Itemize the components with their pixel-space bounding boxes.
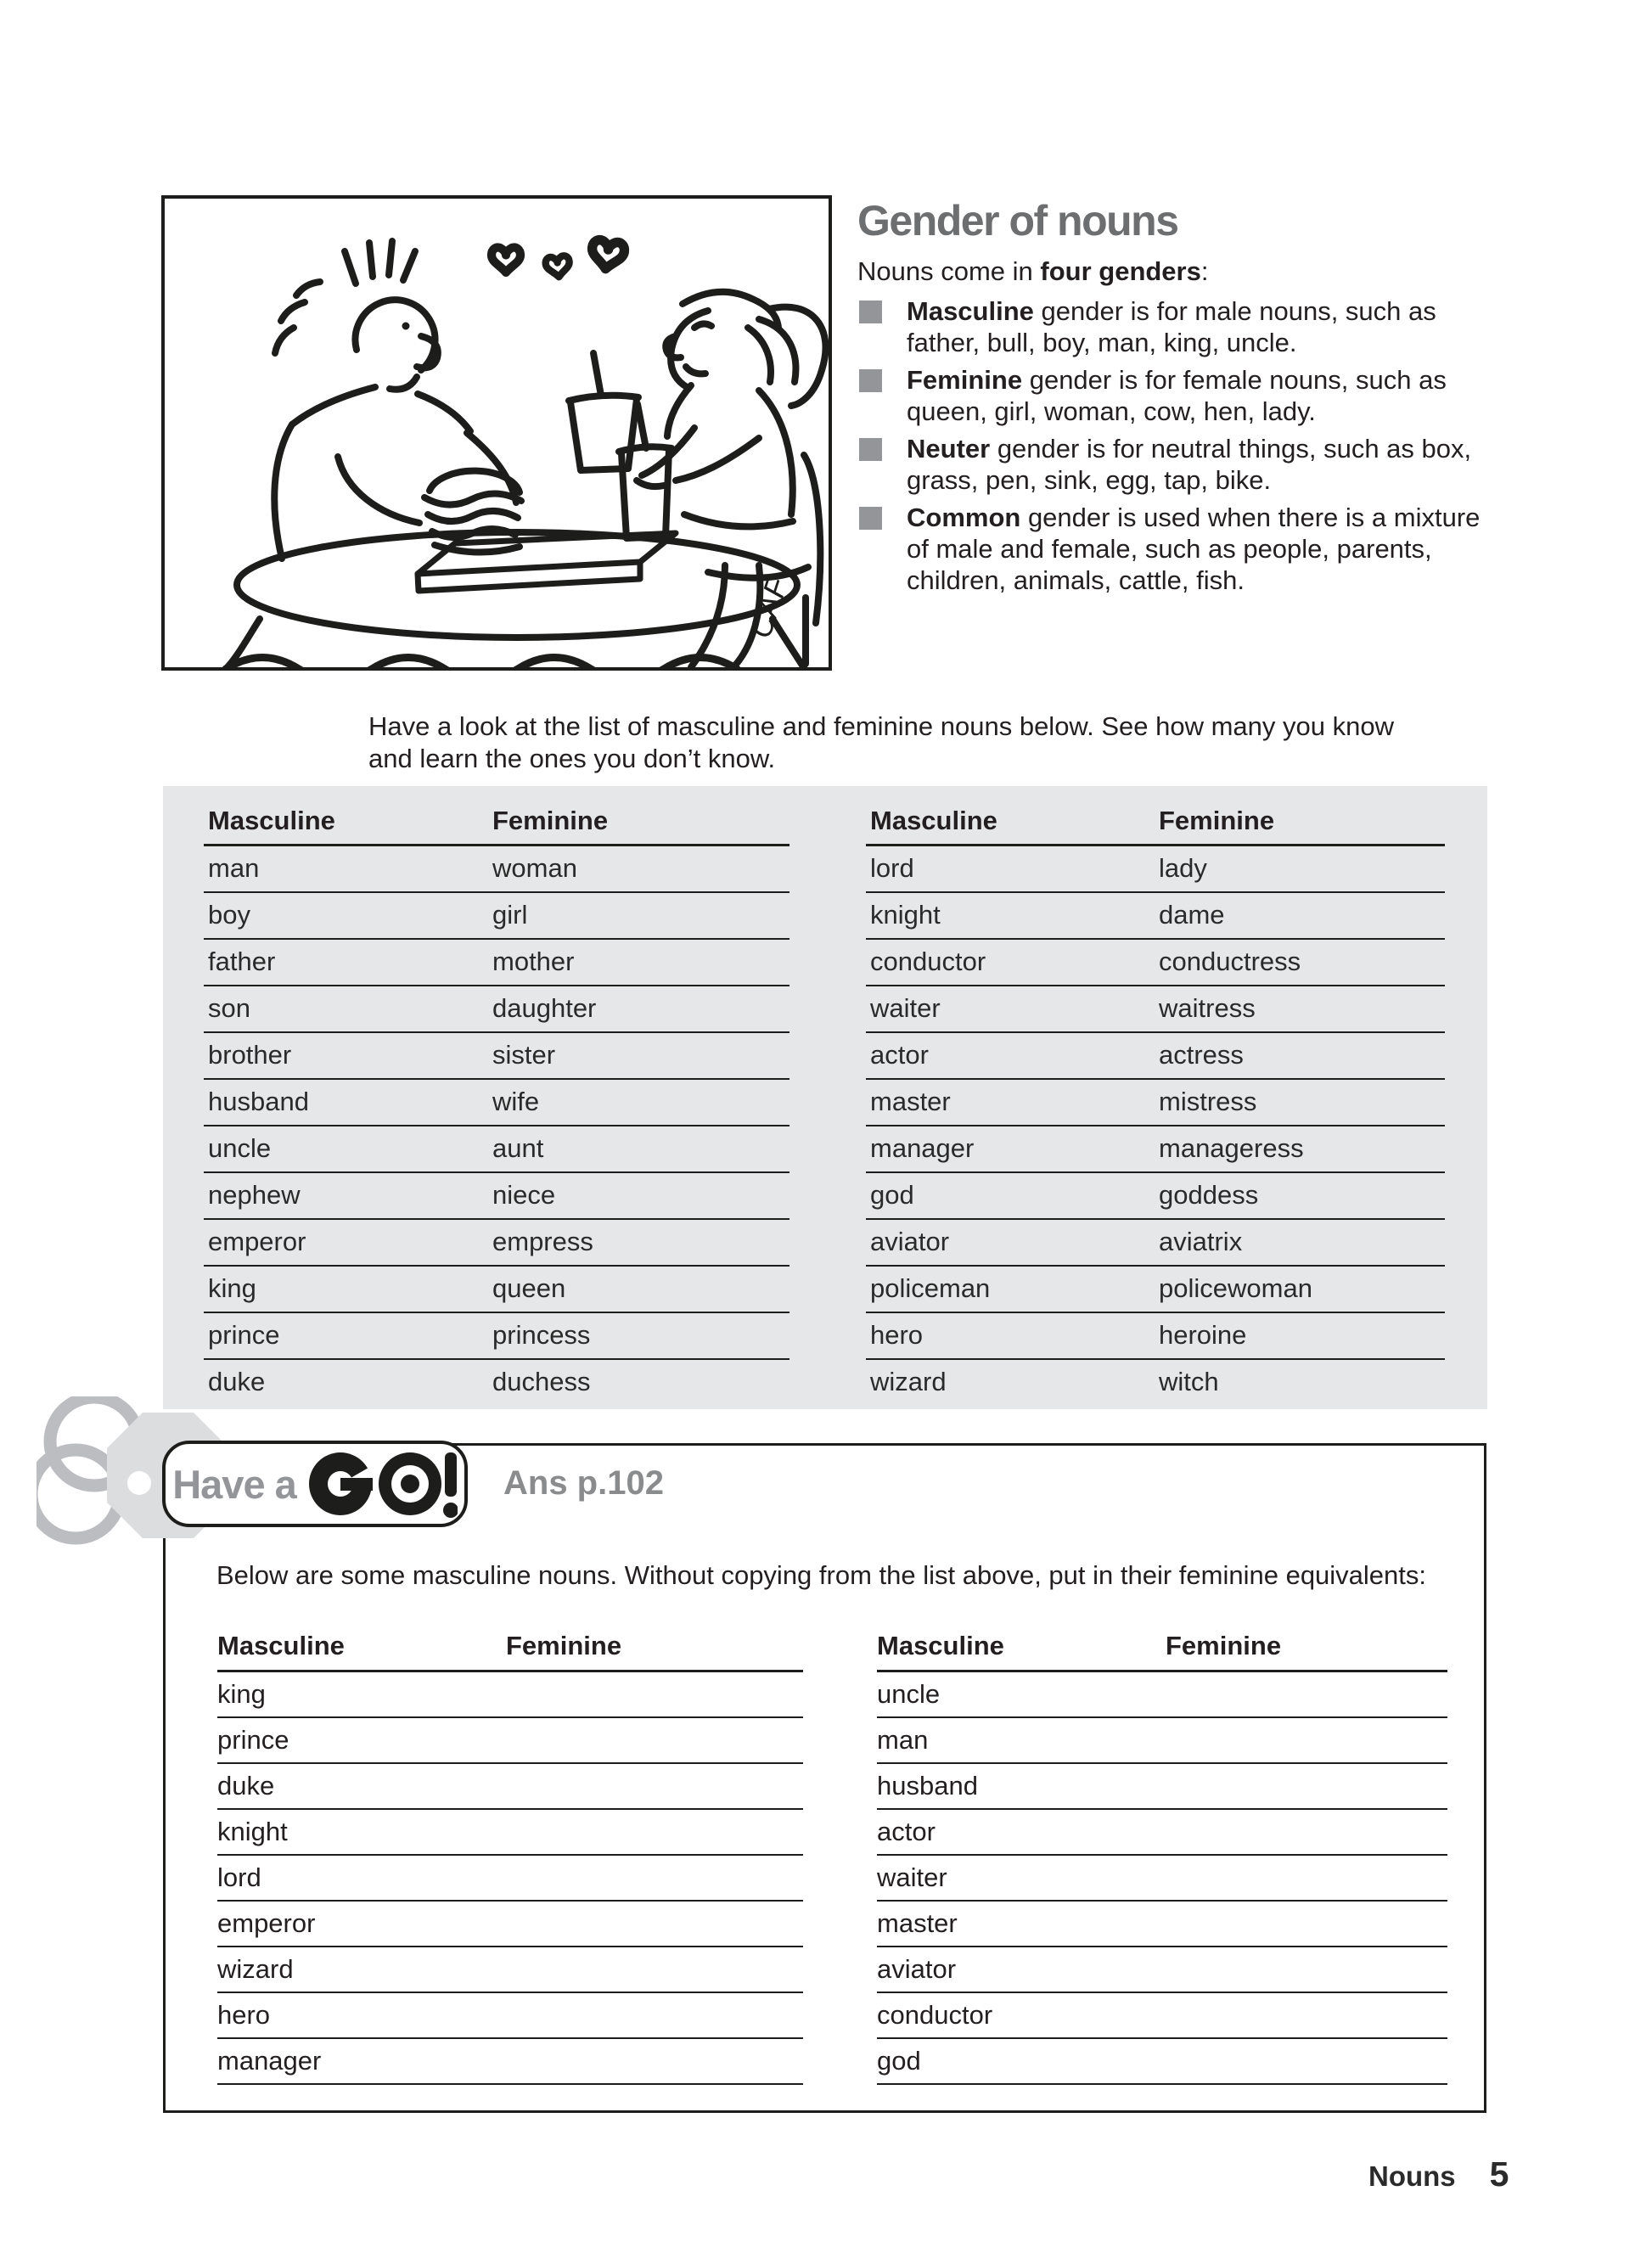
feminine-noun: conductress — [1159, 947, 1301, 976]
masculine-prompt: aviator — [877, 1954, 957, 1984]
noun-list-left — [204, 808, 789, 1405]
column-header-feminine: Feminine — [492, 806, 609, 835]
feminine-noun: aviatrix — [1159, 1227, 1243, 1256]
bullet-common — [857, 502, 1486, 596]
table-row — [866, 1080, 1445, 1126]
answer-line-row — [217, 1856, 803, 1902]
masculine-noun: master — [870, 1087, 951, 1116]
intro-suffix: : — [1200, 256, 1209, 286]
answer-line-row — [217, 1718, 803, 1764]
exercise-header-row — [217, 1629, 803, 1672]
bullet-square-icon — [859, 507, 882, 530]
feminine-noun: girl — [492, 900, 528, 930]
exercise-group-right — [877, 1629, 1447, 2085]
feminine-noun: niece — [492, 1180, 556, 1210]
column-header-masculine: Masculine — [217, 1631, 345, 1660]
masculine-noun: manager — [870, 1133, 975, 1163]
table-row — [866, 1360, 1445, 1405]
answer-line-row — [217, 1947, 803, 1993]
table-row — [866, 1033, 1445, 1080]
feminine-noun: sister — [492, 1040, 556, 1070]
table-row — [204, 1126, 789, 1173]
feminine-noun: dame — [1159, 900, 1225, 930]
masculine-prompt: knight — [217, 1817, 288, 1846]
table-row — [866, 1313, 1445, 1360]
feminine-noun: actress — [1159, 1040, 1244, 1070]
answer-line-row — [877, 1947, 1447, 1993]
masculine-noun: son — [208, 993, 250, 1023]
masculine-prompt: wizard — [217, 1954, 294, 1984]
bullet-text: gender is for neutral things, such as box, grass, pen, sink, egg, tap, bike. — [907, 433, 1472, 495]
answer-line-row — [877, 2039, 1447, 2085]
feminine-noun: wife — [492, 1087, 540, 1116]
noun-list-block — [163, 786, 1487, 1409]
feminine-noun: mother — [492, 947, 575, 976]
feminine-noun: mistress — [1159, 1087, 1257, 1116]
feminine-noun: manageress — [1159, 1133, 1304, 1163]
column-header-masculine: Masculine — [877, 1631, 1004, 1660]
answer-line-row — [877, 1764, 1447, 1810]
masculine-noun: actor — [870, 1040, 929, 1070]
feminine-noun: heroine — [1159, 1320, 1247, 1350]
page-title: Gender of nouns — [857, 197, 1178, 244]
bullet-feminine — [857, 364, 1486, 427]
feminine-noun: policewoman — [1159, 1273, 1312, 1303]
intro-bold: four genders — [1040, 256, 1201, 286]
answer-line-row — [217, 1764, 803, 1810]
masculine-noun: waiter — [870, 993, 941, 1023]
couple-eating-illustration — [161, 195, 832, 671]
masculine-noun: king — [208, 1273, 256, 1303]
table-row — [204, 1360, 789, 1405]
answer-line-row — [877, 1672, 1447, 1718]
intro-sentence — [857, 256, 1486, 287]
go-logo-icon — [306, 1449, 458, 1519]
column-header-feminine: Feminine — [506, 1631, 622, 1660]
column-header-masculine: Masculine — [870, 806, 997, 835]
footer-page-number: 5 — [1489, 2154, 1509, 2194]
masculine-noun: brother — [208, 1040, 292, 1070]
table-row — [204, 893, 789, 940]
feminine-noun: daughter — [492, 993, 597, 1023]
masculine-prompt: waiter — [877, 1862, 947, 1892]
table-row — [204, 940, 789, 986]
feminine-noun: woman — [492, 853, 577, 883]
cartoon-drawing-svg — [165, 199, 829, 667]
feminine-noun: queen — [492, 1273, 566, 1303]
masculine-prompt: duke — [217, 1771, 275, 1801]
feminine-noun: princess — [492, 1320, 591, 1350]
answer-line-row — [217, 1810, 803, 1856]
lead-paragraph: Have a look at the list of masculine and feminine nouns below. See how many you know and learn the ones you don’t know. — [368, 711, 1394, 773]
list-header-row — [204, 808, 789, 846]
masculine-prompt: uncle — [877, 1679, 941, 1709]
page-footer — [1368, 2154, 1509, 2194]
feminine-noun: duchess — [492, 1367, 591, 1396]
table-row — [866, 1173, 1445, 1220]
masculine-noun: duke — [208, 1367, 266, 1396]
hearts-icon — [492, 239, 626, 278]
list-header-row — [866, 808, 1445, 846]
bullet-square-icon — [859, 301, 882, 323]
exercise-instruction: Below are some masculine nouns. Without copying from the list above, put in their feminine equivalents: — [216, 1560, 1427, 1590]
have-a-go-badge — [162, 1441, 468, 1527]
table-row — [204, 1267, 789, 1313]
feminine-noun: empress — [492, 1227, 593, 1256]
feminine-noun: lady — [1159, 853, 1207, 883]
table-row — [866, 846, 1445, 893]
table-row — [204, 1080, 789, 1126]
masculine-prompt: king — [217, 1679, 266, 1709]
masculine-prompt: god — [877, 2046, 921, 2076]
table-row — [866, 1126, 1445, 1173]
table-row — [204, 1033, 789, 1080]
noun-list-right — [866, 808, 1445, 1405]
answer-line-row — [217, 1902, 803, 1947]
table-row — [204, 1220, 789, 1267]
bullet-neuter — [857, 433, 1486, 496]
artist-signature: CAF — [742, 573, 795, 643]
masculine-prompt: emperor — [217, 1908, 316, 1938]
table-row — [204, 1313, 789, 1360]
badge-have-a-label: Have a — [172, 1461, 296, 1507]
intro-prefix: Nouns come in — [857, 256, 1041, 286]
table-icon — [226, 532, 804, 667]
bullet-keyword: Masculine — [907, 295, 1034, 326]
masculine-noun: wizard — [870, 1367, 947, 1396]
feminine-noun: aunt — [492, 1133, 544, 1163]
table-row — [204, 986, 789, 1033]
masculine-prompt: manager — [217, 2046, 322, 2076]
bullet-square-icon — [859, 369, 882, 392]
table-row — [866, 1267, 1445, 1313]
have-a-go-exercise-box — [163, 1443, 1486, 2113]
feminine-noun: goddess — [1159, 1180, 1259, 1210]
answer-line-row — [877, 1810, 1447, 1856]
table-row — [866, 986, 1445, 1033]
bullet-text: gender is used when there is a mixture of male and female, such as people, parents, children, animals, cattle, fish. — [907, 502, 1481, 595]
masculine-noun: emperor — [208, 1227, 306, 1256]
masculine-prompt: man — [877, 1725, 929, 1755]
masculine-noun: boy — [208, 900, 250, 930]
bullet-text: gender is for male nouns, such as father, bull, boy, man, king, uncle. — [907, 295, 1436, 357]
masculine-noun: god — [870, 1180, 914, 1210]
masculine-prompt: husband — [877, 1771, 978, 1801]
masculine-noun: conductor — [870, 947, 986, 976]
masculine-noun: hero — [870, 1320, 924, 1350]
bullet-text: gender is for female nouns, such as queen, girl, woman, cow, hen, lady. — [907, 364, 1447, 426]
bullet-keyword: Neuter — [907, 433, 991, 463]
masculine-prompt: actor — [877, 1817, 936, 1846]
masculine-prompt: lord — [217, 1862, 261, 1892]
masculine-noun: uncle — [208, 1133, 272, 1163]
answer-line-row — [217, 2039, 803, 2085]
column-header-feminine: Feminine — [1159, 806, 1275, 835]
masculine-prompt: prince — [217, 1725, 289, 1755]
bullet-masculine — [857, 295, 1486, 358]
answer-line-row — [217, 1672, 803, 1718]
feminine-noun: witch — [1159, 1367, 1219, 1396]
masculine-noun: aviator — [870, 1227, 950, 1256]
masculine-noun: policeman — [870, 1273, 991, 1303]
masculine-prompt: hero — [217, 2000, 271, 2030]
gender-of-nouns-section — [857, 199, 1486, 596]
masculine-prompt: conductor — [877, 2000, 993, 2030]
masculine-prompt: master — [877, 1908, 958, 1938]
footer-section-label: Nouns — [1368, 2160, 1456, 2192]
bullet-keyword: Common — [907, 502, 1021, 532]
column-header-masculine: Masculine — [208, 806, 335, 835]
answer-line-row — [877, 1856, 1447, 1902]
masculine-noun: father — [208, 947, 276, 976]
gender-bullet-list — [857, 295, 1486, 596]
masculine-noun: lord — [870, 853, 914, 883]
answers-page-reference: Ans p.102 — [503, 1464, 664, 1502]
answer-line-row — [877, 1718, 1447, 1764]
answer-line-row — [877, 1902, 1447, 1947]
feminine-noun: waitress — [1159, 993, 1256, 1023]
table-row — [204, 1173, 789, 1220]
bullet-square-icon — [859, 438, 882, 461]
exercise-header-row — [877, 1629, 1447, 1672]
masculine-noun: prince — [208, 1320, 280, 1350]
masculine-noun: knight — [870, 900, 941, 930]
column-header-feminine: Feminine — [1166, 1631, 1282, 1660]
exercise-group-left — [217, 1629, 803, 2085]
answer-line-row — [877, 1993, 1447, 2039]
masculine-noun: man — [208, 853, 260, 883]
bullet-keyword: Feminine — [907, 364, 1023, 395]
table-row — [866, 1220, 1445, 1267]
masculine-noun: nephew — [208, 1180, 301, 1210]
table-row — [866, 893, 1445, 940]
table-row — [204, 846, 789, 893]
table-row — [866, 940, 1445, 986]
masculine-noun: husband — [208, 1087, 309, 1116]
answer-line-row — [217, 1993, 803, 2039]
